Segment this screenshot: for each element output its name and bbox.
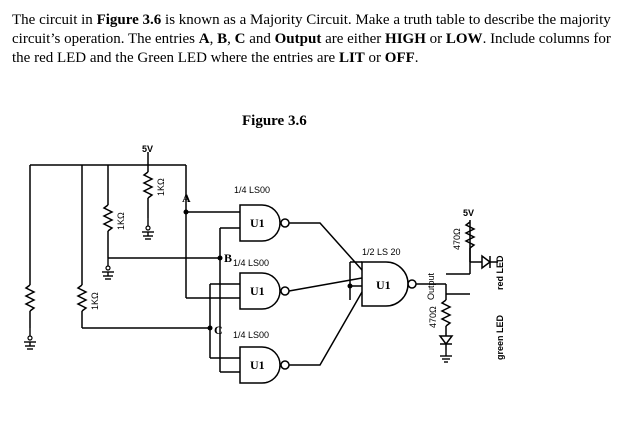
- resistor-label-1k-c: 1KΩ: [90, 292, 100, 310]
- gate-1-chip-label: U1: [250, 216, 265, 230]
- node-a-label: A: [182, 191, 191, 205]
- gate-1-part-label: 1/4 LS00: [234, 185, 271, 195]
- gate-2-part-label: 1/4 LS00: [233, 258, 270, 268]
- resistor-label-470-bottom: 470Ω: [428, 306, 438, 328]
- supply-label: 5V: [142, 144, 154, 154]
- gate-4-part-label: 1/2 LS 20: [362, 247, 401, 257]
- problem-statement: The circuit in Figure 3.6 is known as a Majority Circuit. Make a truth table to describe the majority circuit’s operation. The entries A, B, C and Output are either HIGH or LOW. Include columns for the red LED and the Green LED where the entries are LIT or OFF.: [12, 12, 611, 66]
- supply-label-right: 5V: [463, 208, 475, 218]
- resistor-label-1k-b: 1KΩ: [116, 212, 126, 230]
- output-label: Output: [426, 272, 436, 300]
- red-led-label: red LED: [495, 255, 505, 290]
- resistor-label-1k-a: 1KΩ: [156, 178, 166, 196]
- gate-4-chip-label: U1: [376, 278, 391, 292]
- gate-3-part-label: 1/4 LS00: [233, 330, 270, 340]
- green-led-label: green LED: [495, 314, 505, 360]
- figure-title: Figure 3.6: [242, 113, 307, 129]
- resistor-label-470-top: 470Ω: [452, 228, 462, 250]
- node-c-label: C: [214, 323, 223, 337]
- gate-2-chip-label: U1: [250, 284, 265, 298]
- gate-3-chip-label: U1: [250, 358, 265, 372]
- node-b-label: B: [224, 251, 233, 265]
